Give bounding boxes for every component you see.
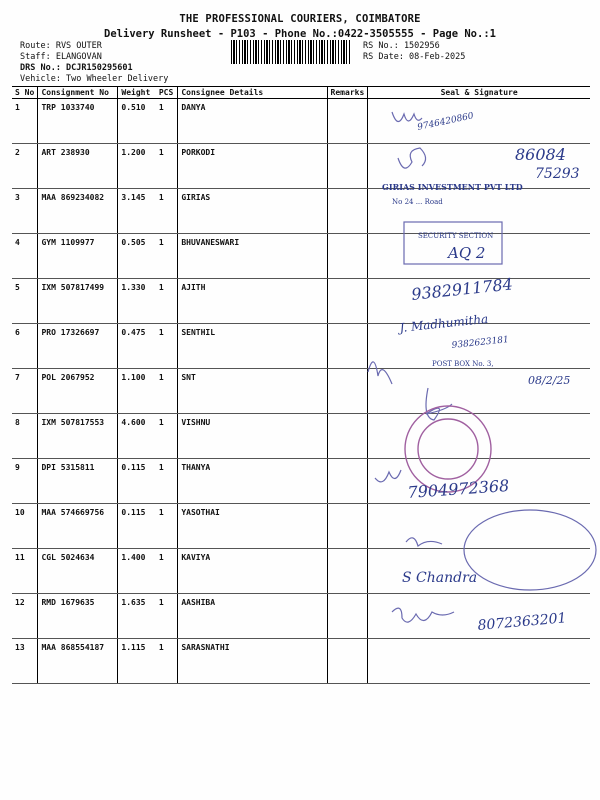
post-box-stamp: POST BOX No. 3,: [432, 360, 494, 368]
cell-consignee: SARASNATHI: [178, 639, 327, 684]
signature-phone-1: 9746420860: [416, 111, 475, 133]
cell-consignment-no: POL 2067952: [38, 369, 118, 414]
rs-date: RS Date: 08-Feb-2025: [363, 52, 466, 62]
cell-weight: 0.505: [118, 234, 156, 279]
cell-sno: 3: [12, 189, 38, 234]
cell-consignee: DANYA: [178, 99, 327, 144]
security-stamp-code: AQ 2: [448, 244, 486, 262]
cell-consignee: GIRIAS: [178, 189, 327, 234]
rs-number: RS No.: 1502956: [363, 41, 440, 51]
company-title: THE PROFESSIONAL COURIERS, COIMBATORE: [179, 13, 421, 25]
company-stamp-line2: No 24 ... Road: [392, 198, 443, 206]
cell-sno: 8: [12, 414, 38, 459]
cell-remarks: [327, 369, 368, 414]
header-weight: Weight: [118, 87, 156, 99]
cell-sno: 10: [12, 504, 38, 549]
cell-seal-signature: [368, 144, 590, 189]
cell-seal-signature: [368, 324, 590, 369]
cell-seal-signature: [368, 504, 590, 549]
cell-consignment-no: MAA 868554187: [38, 639, 118, 684]
route-label: Route: RVS OUTER: [20, 41, 102, 51]
header-seal: Seal & Signature: [368, 87, 590, 99]
cell-sno: 9: [12, 459, 38, 504]
cell-consignment-no: DPI 5315811: [38, 459, 118, 504]
cell-remarks: [327, 594, 368, 639]
cell-weight: 0.115: [118, 459, 156, 504]
cell-remarks: [327, 504, 368, 549]
cell-consignment-no: MAA 869234082: [38, 189, 118, 234]
header-sno: S No: [12, 87, 38, 99]
cell-remarks: [327, 144, 368, 189]
signature-phone-6: 9382623181: [451, 335, 510, 351]
table-header-row: [12, 87, 590, 99]
header-remarks: Remarks: [327, 87, 368, 99]
table-row: [12, 99, 590, 144]
cell-consignee: AASHIBA: [178, 594, 327, 639]
cell-remarks: [327, 459, 368, 504]
cell-pcs: 1: [156, 279, 178, 324]
cell-seal-signature: [368, 99, 590, 144]
table-row: [12, 414, 590, 459]
cell-remarks: [327, 324, 368, 369]
barcode: [231, 40, 351, 64]
cell-weight: 3.145: [118, 189, 156, 234]
table-row: [12, 369, 590, 414]
table-row: [12, 549, 590, 594]
cell-weight: 1.100: [118, 369, 156, 414]
cell-consignment-no: TRP 1033740: [38, 99, 118, 144]
header-consignment: Consignment No: [38, 87, 118, 99]
header-consignee: Consignee Details: [178, 87, 327, 99]
security-stamp-label: SECURITY SECTION: [418, 232, 494, 240]
delivery-table: [12, 86, 590, 684]
cell-seal-signature: [368, 279, 590, 324]
cell-weight: 0.115: [118, 504, 156, 549]
cell-consignee: PORKODI: [178, 144, 327, 189]
table-row: [12, 234, 590, 279]
cell-pcs: 1: [156, 459, 178, 504]
cell-consignee: VISHNU: [178, 414, 327, 459]
cell-weight: 1.115: [118, 639, 156, 684]
cell-seal-signature: [368, 459, 590, 504]
table-row: [12, 324, 590, 369]
cell-pcs: 1: [156, 144, 178, 189]
signature-name-6: J. Madhumitha: [398, 311, 489, 335]
cell-pcs: 1: [156, 504, 178, 549]
cell-seal-signature: [368, 369, 590, 414]
cell-pcs: 1: [156, 324, 178, 369]
cell-seal-signature: [368, 594, 590, 639]
cell-seal-signature: [368, 234, 590, 279]
cell-weight: 0.475: [118, 324, 156, 369]
cell-remarks: [327, 414, 368, 459]
signature-number-2b: 75293: [535, 166, 580, 182]
cell-consignment-no: IXM 507817499: [38, 279, 118, 324]
cell-sno: 7: [12, 369, 38, 414]
cell-sno: 1: [12, 99, 38, 144]
cell-pcs: 1: [156, 99, 178, 144]
cell-remarks: [327, 234, 368, 279]
cell-consignee: AJITH: [178, 279, 327, 324]
cell-consignee: YASOTHAI: [178, 504, 327, 549]
cell-seal-signature: [368, 414, 590, 459]
cell-consignment-no: RMD 1679635: [38, 594, 118, 639]
vehicle-label: Vehicle: Two Wheeler Delivery: [20, 74, 169, 84]
cell-weight: 1.200: [118, 144, 156, 189]
table-row: [12, 504, 590, 549]
drs-number: DRS No.: DCJR150295601: [20, 63, 133, 73]
cell-consignment-no: IXM 507817553: [38, 414, 118, 459]
cell-pcs: 1: [156, 234, 178, 279]
cell-sno: 2: [12, 144, 38, 189]
header-pcs: PCS: [156, 87, 178, 99]
cell-weight: 1.635: [118, 594, 156, 639]
table-row: [12, 279, 590, 324]
cell-consignment-no: MAA 574669756: [38, 504, 118, 549]
table-row: [12, 144, 590, 189]
cell-remarks: [327, 639, 368, 684]
cell-weight: 1.400: [118, 549, 156, 594]
cell-sno: 11: [12, 549, 38, 594]
table-row: [12, 639, 590, 684]
company-stamp-line1: GIRIAS INVESTMENT PVT LTD: [382, 182, 523, 192]
cell-consignment-no: PRO 17326697: [38, 324, 118, 369]
cell-remarks: [327, 279, 368, 324]
signature-number-2a: 86084: [515, 145, 566, 164]
cell-seal-signature: [368, 189, 590, 234]
signature-phone-10: 7904972368: [406, 475, 510, 502]
cell-sno: 4: [12, 234, 38, 279]
cell-consignment-no: ART 238930: [38, 144, 118, 189]
cell-weight: 1.330: [118, 279, 156, 324]
cell-remarks: [327, 549, 368, 594]
table-row: [12, 189, 590, 234]
cell-consignee: SENTHIL: [178, 324, 327, 369]
cell-consignee: THANYA: [178, 459, 327, 504]
cell-seal-signature: [368, 549, 590, 594]
cell-consignee: KAVIYA: [178, 549, 327, 594]
signature-phone-13: 8072363201: [476, 610, 568, 634]
cell-weight: 4.600: [118, 414, 156, 459]
cell-pcs: 1: [156, 594, 178, 639]
cell-sno: 13: [12, 639, 38, 684]
cell-consignment-no: CGL 5024634: [38, 549, 118, 594]
cell-seal-signature: [368, 639, 590, 684]
cell-sno: 6: [12, 324, 38, 369]
cell-pcs: 1: [156, 549, 178, 594]
staff-label: Staff: ELANGOVAN: [20, 52, 102, 62]
cell-pcs: 1: [156, 414, 178, 459]
table-row: [12, 594, 590, 639]
cell-consignee: BHUVANESWARI: [178, 234, 327, 279]
runsheet-subtitle: Delivery Runsheet - P103 - Phone No.:0422-3505555 - Page No.:1: [104, 28, 496, 40]
cell-consignment-no: GYM 1109977: [38, 234, 118, 279]
cell-remarks: [327, 189, 368, 234]
signature-phone-5: 9382911784: [410, 274, 514, 304]
cell-sno: 5: [12, 279, 38, 324]
signature-date-7: 08/2/25: [528, 374, 571, 387]
cell-weight: 0.510: [118, 99, 156, 144]
cell-pcs: 1: [156, 639, 178, 684]
signature-name-12: S Chandra: [402, 570, 478, 586]
cell-consignee: SNT: [178, 369, 327, 414]
cell-pcs: 1: [156, 369, 178, 414]
table-row: [12, 459, 590, 504]
cell-remarks: [327, 99, 368, 144]
cell-pcs: 1: [156, 189, 178, 234]
cell-sno: 12: [12, 594, 38, 639]
